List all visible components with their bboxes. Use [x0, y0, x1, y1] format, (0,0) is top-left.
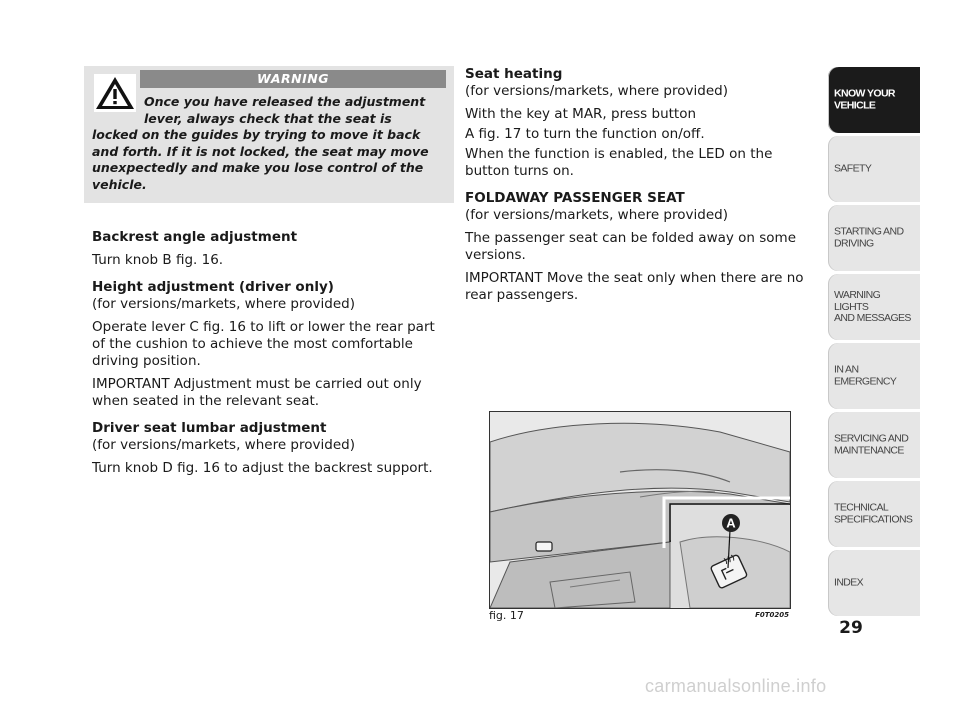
figure-caption-label: fig. 17 — [489, 609, 524, 622]
seat-heating-figure — [489, 411, 791, 609]
lumbar-text: Turn knob D fig. 16 to adjust the backrest support. — [92, 460, 433, 476]
heating-text-1: With the key at MAR, press button — [465, 106, 697, 122]
backrest-heading: Backrest angle adjustment — [92, 229, 298, 245]
foldaway-heading: FOLDAWAY PASSENGER SEAT — [465, 190, 685, 206]
height-important: IMPORTANT Adjustment must be carried out only when seated in the relevant seat. — [92, 376, 422, 409]
height-text: Operate lever C fig. 16 to lift or lower the rear part of the cushion to achieve the most comfortable driving position. — [92, 319, 435, 369]
tab-label: WARNING LIGHTS AND MESSAGES — [834, 288, 911, 324]
tab-servicing[interactable] — [828, 412, 920, 478]
page-number: 29 — [839, 618, 863, 638]
tab-label: KNOW YOUR VEHICLE — [834, 87, 895, 111]
warning-title: WARNING — [140, 70, 446, 88]
figure-caption — [489, 609, 789, 623]
tab-technical-specifications[interactable] — [828, 481, 920, 547]
warning-text — [88, 94, 446, 193]
warning-line-rest: locked on the guides by trying to move it back and forth. If it is not locked, the seat may move unexpectedly and make you lose control of the vehicle. — [92, 127, 429, 192]
warning-line-2: lever, always check that the seat is — [144, 110, 392, 126]
height-subtitle: (for versions/markets, where provided) — [92, 296, 355, 312]
heating-subtitle: (for versions/markets, where provided) — [465, 83, 728, 99]
callout-a-label: A — [726, 515, 736, 531]
tab-index[interactable] — [828, 550, 920, 616]
heating-text-2: A fig. 17 to turn the function on/off. — [465, 126, 705, 142]
warning-line-1: Once you have released the adjustment — [144, 94, 426, 109]
chapter-tabs — [828, 67, 920, 619]
tab-label: SAFETY — [834, 162, 872, 175]
tab-label: IN AN EMERGENCY — [834, 363, 897, 387]
seat-illustration — [490, 412, 790, 608]
figure-code: F0T0205 — [755, 611, 789, 619]
tab-label: TECHNICAL SPECIFICATIONS — [834, 501, 913, 525]
tab-label: INDEX — [834, 576, 864, 589]
warning-triangle-icon — [94, 74, 136, 112]
tab-label: SERVICING AND MAINTENANCE — [834, 432, 909, 456]
tab-know-your-vehicle[interactable] — [828, 67, 920, 133]
heating-heading: Seat heating — [465, 66, 563, 82]
tab-safety[interactable] — [828, 136, 920, 202]
tab-warning-lights[interactable] — [828, 274, 920, 340]
foldaway-subtitle: (for versions/markets, where provided) — [465, 207, 728, 223]
lumbar-subtitle: (for versions/markets, where provided) — [92, 437, 355, 453]
tab-label: STARTING AND DRIVING — [834, 225, 904, 249]
heating-text-3: When the function is enabled, the LED on the button turns on. — [465, 146, 773, 179]
warning-box — [84, 66, 454, 203]
left-column — [92, 66, 442, 477]
lumbar-heading: Driver seat lumbar adjustment — [92, 420, 327, 436]
backrest-text: Turn knob B fig. 16. — [92, 252, 224, 268]
foldaway-text: The passenger seat can be folded away on some versions. — [465, 230, 797, 263]
tab-starting-and-driving[interactable] — [828, 205, 920, 271]
right-column — [465, 66, 810, 304]
height-heading: Height adjustment (driver only) — [92, 279, 334, 295]
foldaway-important: IMPORTANT Move the seat only when there are no rear passengers. — [465, 270, 804, 303]
seat-button-small — [536, 542, 552, 551]
watermark: carmanualsonline.info — [645, 676, 827, 696]
tab-in-an-emergency[interactable] — [828, 343, 920, 409]
